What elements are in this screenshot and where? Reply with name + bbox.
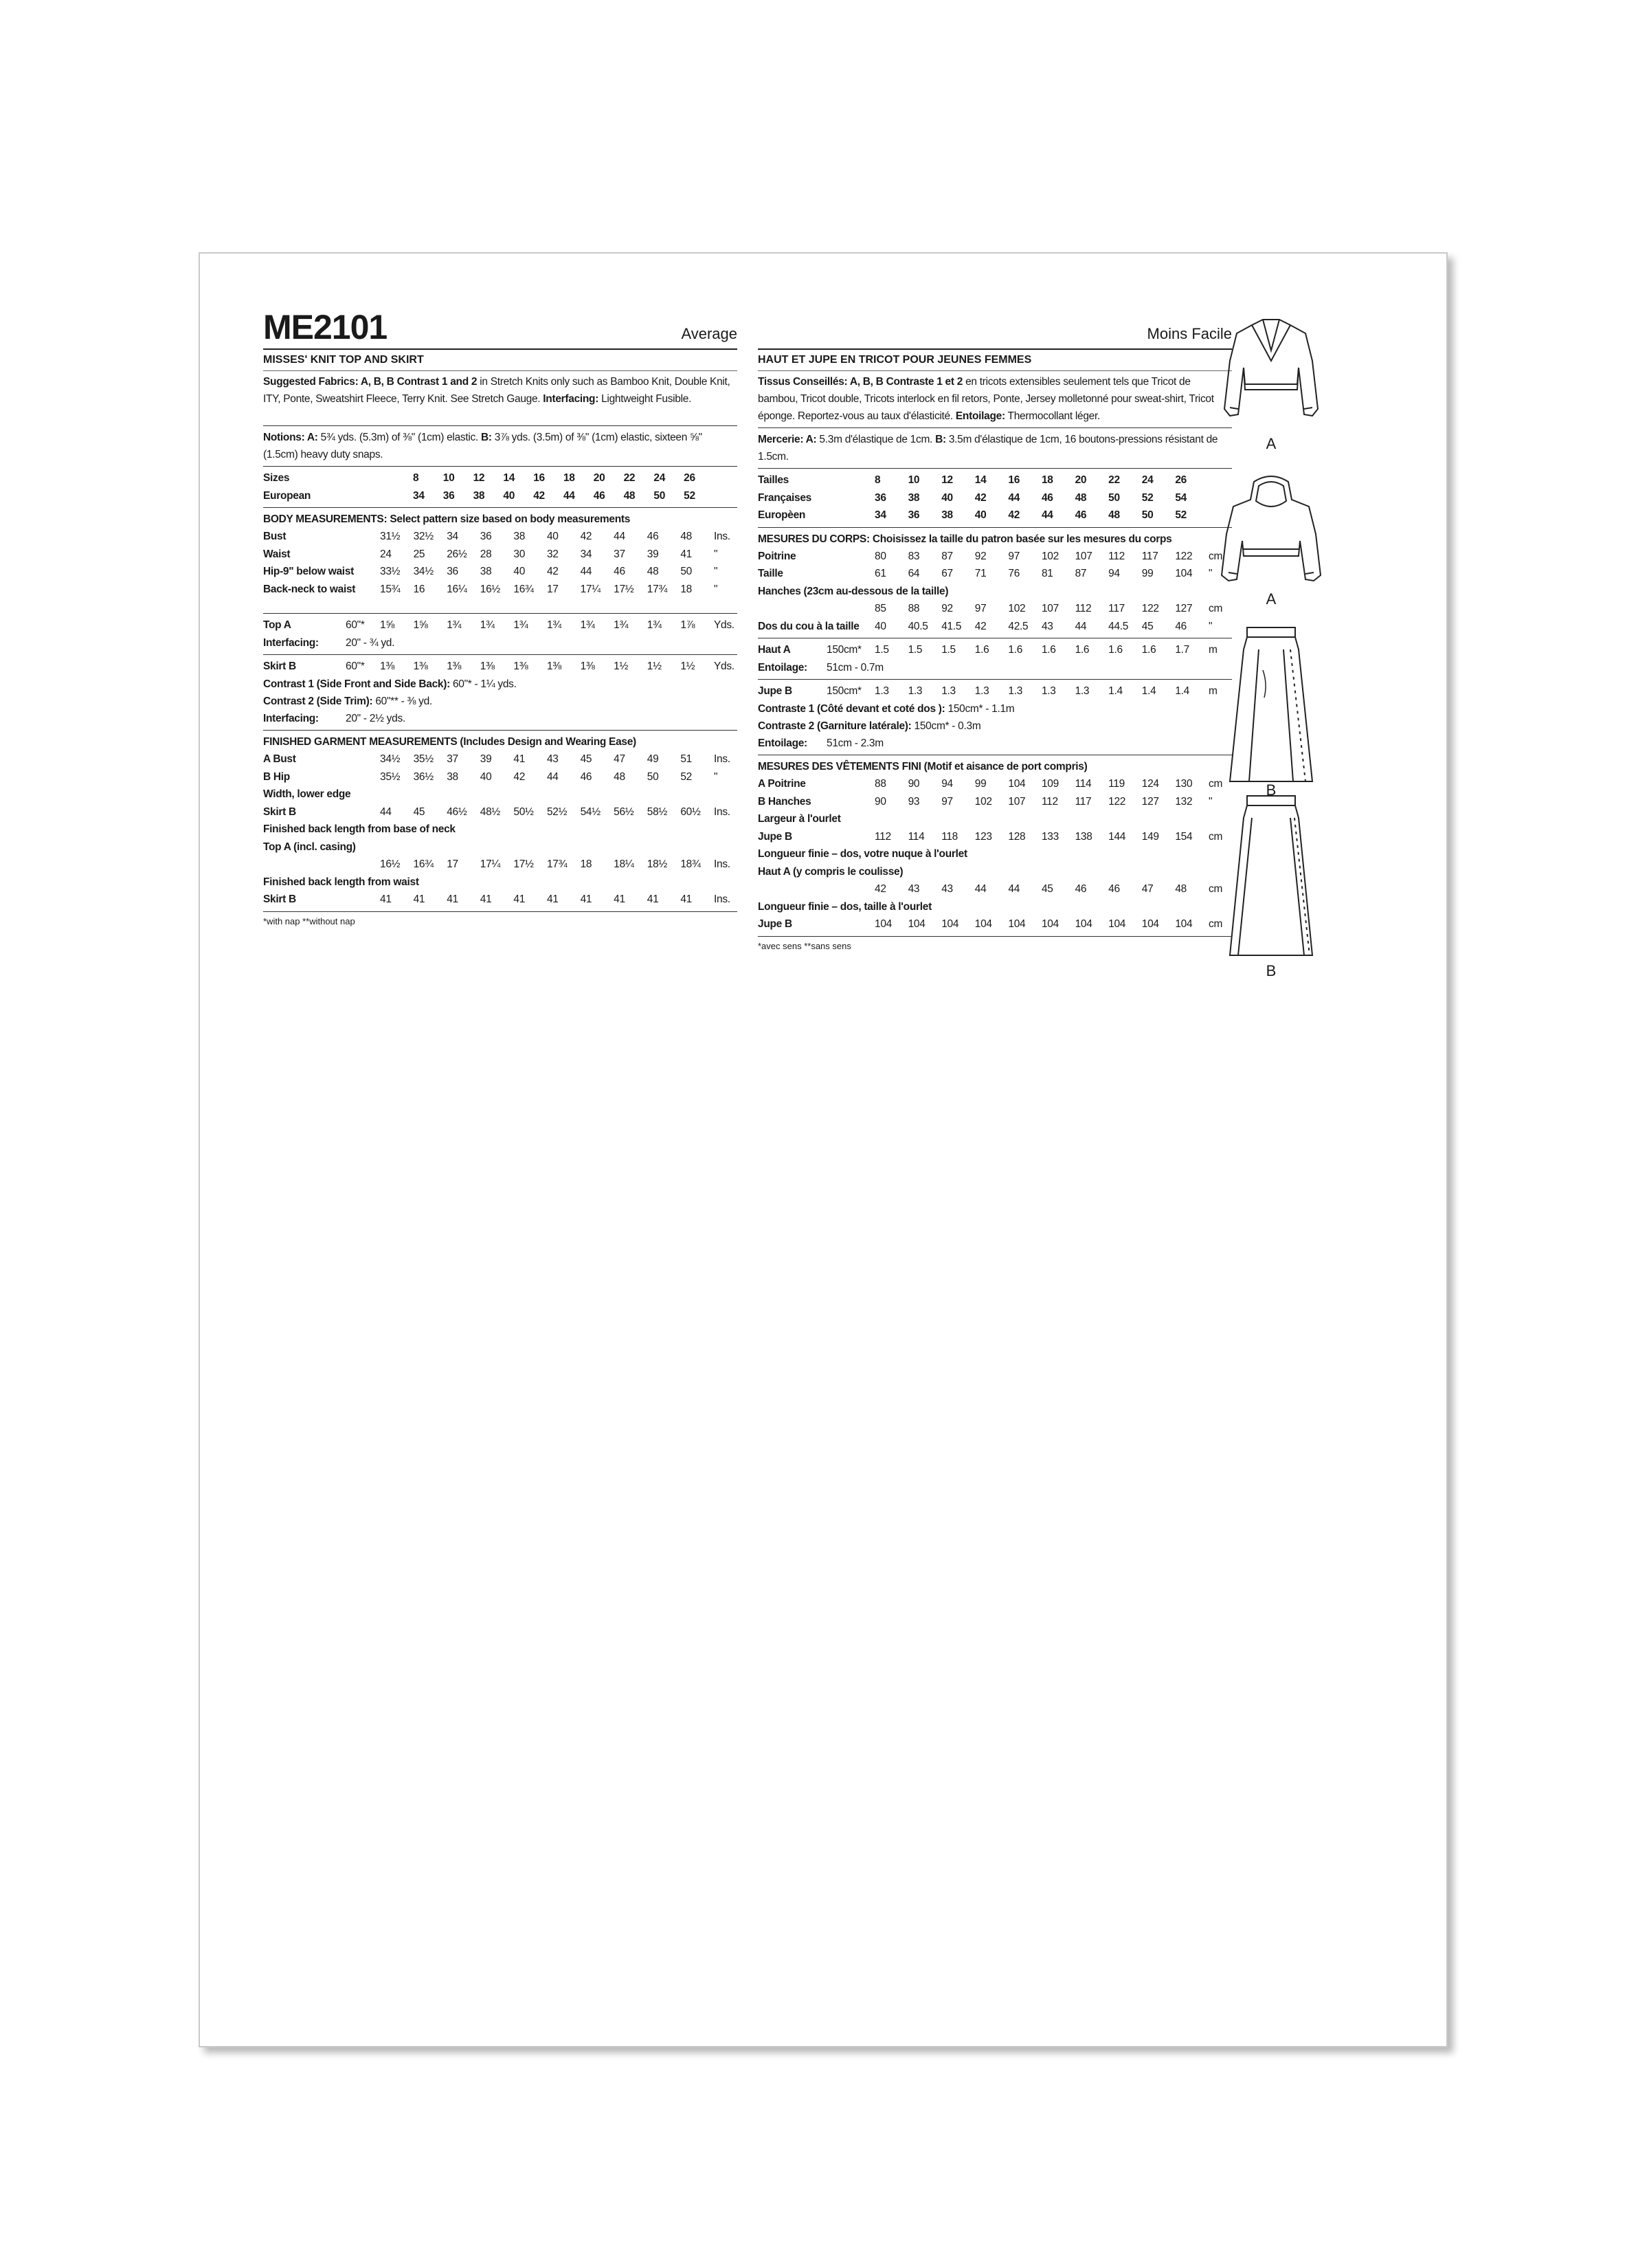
english-header: [263, 309, 737, 344]
contrast-1-yardage: Contrast 1 (Side Front and Side Back): 60"* - 1¼ yds.: [263, 678, 517, 690]
body-measurements-heading-fr: MESURES DU CORPS: Choisissez la taille du patron basée sur les mesures du corps: [758, 533, 1172, 545]
sizes-row-fr: Tailles 8 10 12 14 16 18 20 22 24 26: [758, 474, 1187, 486]
table-row: Top A 60"* 1⅝ 1⅝ 1¾ 1¾ 1¾ 1¾ 1¾ 1¾ 1¾ 1⅞ Yds.: [263, 619, 734, 631]
jupe-b-entoilage-table: [758, 735, 1232, 753]
notions: [263, 429, 737, 463]
table-row: Largeur à l'ourlet: [758, 813, 841, 825]
european-sizes-row-fr: Europèen 34 36 38 40 42 44 46 48 50 52: [758, 509, 1187, 521]
divider: [263, 654, 737, 655]
yardage-haut-a-table: [758, 641, 1232, 676]
table-row: Finished back length from waist: [263, 876, 419, 888]
table-row: Interfacing: 20" - ¾ yd.: [263, 636, 395, 649]
table-row: Width, lower edge: [263, 788, 351, 800]
table-row: Longueur finie – dos, votre nuque à l'ourlet: [758, 848, 967, 860]
divider: [758, 936, 1232, 937]
table-row: Top A (incl. casing): [263, 841, 356, 853]
divider: [758, 348, 1232, 350]
divider: [263, 507, 737, 508]
french-sizes-row: Françaises 36 38 40 42 44 46 48 50 52 54: [758, 491, 1187, 504]
garment-title: MISSES' KNIT TOP AND SKIRT: [263, 354, 424, 366]
divider: [758, 427, 1232, 428]
body-measurements-heading: BODY MEASUREMENTS: Select pattern size based on body measurements: [263, 513, 631, 525]
table-row: Jupe B 112 114 118 123 128 133 138 144 149 154 cm: [758, 830, 1223, 843]
yardage-top-a-table: [263, 616, 737, 652]
nap-footnote-fr: *avec sens **sans sens: [758, 940, 851, 951]
interfacing-label: Interfacing:: [543, 393, 599, 405]
divider: [263, 348, 737, 350]
finished-measurements-heading-fr: MESURES DES VÊTEMENTS FINI (Motif et aisance de port compris): [758, 761, 1088, 772]
difficulty-level: Average: [681, 325, 737, 342]
view-b-back-label: B: [1266, 962, 1277, 979]
table-row: Skirt B 60"* 1⅜ 1⅜ 1⅜ 1⅜ 1⅜ 1⅜ 1⅜ 1½ 1½ 1½ Yds.: [263, 660, 734, 672]
table-row: Longueur finie – dos, taille à l'ourlet: [758, 900, 932, 913]
yardage-skirt-b-table: [263, 658, 737, 676]
yardage-jupe-b-table: [758, 682, 1232, 700]
finished-measurements-table-fr: [758, 775, 1232, 933]
divider: [758, 370, 1232, 371]
table-row: Waist 24 25 26½ 28 30 32 34 37 39 41 ": [263, 548, 718, 560]
english-column: [263, 309, 737, 926]
finished-measurements-heading: FINISHED GARMENT MEASUREMENTS (Includes Design and Wearing Ease): [263, 736, 636, 748]
table-row: Skirt B 41 41 41 41 41 41 41 41 41 41 Ins.: [263, 893, 730, 905]
divider: [758, 679, 1232, 680]
size-table-fr: [758, 471, 1232, 524]
divider: [758, 468, 1232, 469]
table-row: Back-neck to waist 15¾ 16 16¼ 16½ 16¾ 17 17¼ 17½ 17¾ 18 ": [263, 583, 718, 595]
table-row: 42 43 43 44 44 45 46 46 47 48 cm: [875, 883, 1223, 895]
table-row: Entoilage: 51cm - 0.7m: [758, 661, 884, 674]
table-row: Haut A 150cm* 1.5 1.5 1.5 1.6 1.6 1.6 1.6 1.6 1.6 1.7 m: [758, 644, 1218, 656]
divider: [263, 466, 737, 467]
size-table: [263, 469, 737, 504]
fabrics-text: in Stretch Knits only such as Bamboo Knit, Double Knit, ITY, Ponte, Sweatshirt Fleece, Terry Knit. See Stretch Gauge.: [263, 376, 730, 405]
wrap-top-front-icon: [1209, 313, 1333, 457]
table-row: Haut A (y compris le coulisse): [758, 865, 904, 878]
contrast-2-yardage: Contrast 2 (Side Trim): 60"** - ⅜ yd.: [263, 695, 432, 707]
table-row: B Hip 35½ 36½ 38 40 42 44 46 48 50 52 ": [263, 770, 718, 783]
table-row: A Bust 34½ 35½ 37 39 41 43 45 47 49 51 Ins.: [263, 753, 730, 765]
view-b-label: B: [1266, 781, 1277, 799]
table-row: Dos du cou à la taille 40 40.5 41.5 42 42.5 43 44 44.5 45 46 ": [758, 620, 1213, 632]
divider: [263, 425, 737, 426]
hooded-top-back-icon: [1209, 472, 1333, 610]
sizes-row: Sizes 8 10 12 14 16 18 20 22 24 26: [263, 472, 695, 484]
divider: [263, 370, 737, 371]
view-a-label: A: [1266, 435, 1277, 452]
divider: [263, 911, 737, 912]
body-measurements-table-fr: [758, 548, 1232, 636]
table-row: A Poitrine 88 90 94 99 104 109 114 119 124 130 cm: [758, 778, 1223, 790]
table-row: Jupe B 104 104 104 104 104 104 104 104 104 104 cm: [758, 918, 1223, 930]
pattern-number: ME2101: [263, 308, 388, 346]
table-row: Taille 61 64 67 71 76 81 87 94 99 104 ": [758, 568, 1213, 579]
table-row: 16½ 16¾ 17 17¼ 17½ 17¾ 18 18¼ 18½ 18¾ Ins.: [380, 858, 730, 870]
nap-footnote: *with nap **without nap: [263, 915, 355, 926]
notions-fr: Mercerie: A: 5.3m d'élastique de 1cm. B: 3.5m d'élastique de 1cm, 16 boutons-pressions résistant de 1.5cm.: [758, 434, 1218, 463]
divider: [263, 730, 737, 731]
view-a-back-label: A: [1266, 590, 1277, 608]
table-row: Hip-9" below waist 33½ 34½ 36 38 40 42 44 46 48 50 ": [263, 566, 718, 577]
table-row: Entoilage: 51cm - 2.3m: [758, 737, 884, 749]
table-row: Skirt B 44 45 46½ 48½ 50½ 52½ 54½ 56½ 58½ 60½ Ins.: [263, 805, 730, 818]
garment-title-fr: HAUT ET JUPE EN TRICOT POUR JEUNES FEMMES: [758, 354, 1032, 366]
interfacing-text: Lightweight Fusible.: [598, 393, 692, 405]
skirt-front-icon: [1209, 622, 1333, 801]
skirt-b-interfacing-table: [263, 710, 737, 728]
body-measurements-table: [263, 528, 737, 598]
suggested-fabrics-fr: Tissus Conseillés: A, B, B Contraste 1 et 2 en tricots extensibles seulement tels que Tricot de bambou, Tricot double, Tricots interlock en fil retors, Ponte, Jersey molletonné pour sweat-shirt, Tricot éponge. Reportez-vous au taux d'élasticité. Entoilage: Thermocollant léger.: [758, 376, 1214, 422]
table-row: B Hanches 90 93 97 102 107 112 117 122 127 132 ": [758, 795, 1213, 808]
suggested-fabrics: [263, 373, 737, 408]
table-row: Finished back length from base of neck: [263, 823, 456, 835]
notions-text-b: 3⅞ yds. (3.5m) of ⅜" (1cm) elastic, sixteen ⅝" (1.5cm) heavy duty snaps.: [263, 432, 702, 460]
difficulty-level-fr: Moins Facile: [1147, 325, 1232, 342]
table-row: Poitrine 80 83 87 92 97 102 107 112 117 122 cm: [758, 550, 1223, 562]
table-row: Hanches (23cm au-dessous de la taille): [758, 585, 949, 597]
table-row: 85 88 92 97 102 107 112 117 122 127 cm: [875, 603, 1223, 614]
table-row: Jupe B 150cm* 1.3 1.3 1.3 1.3 1.3 1.3 1.3 1.4 1.4 1.4 m: [758, 685, 1218, 697]
european-sizes-row: European 34 36 38 40 42 44 46 48 50 52: [263, 489, 695, 502]
divider: [263, 613, 737, 614]
contraste-1-yardage: Contraste 1 (Côté devant et coté dos ): 150cm* - 1.1m: [758, 702, 1015, 715]
table-row: Bust 31½ 32½ 34 36 38 40 42 44 46 48 Ins.: [263, 531, 730, 542]
notions-label-b: B:: [480, 432, 492, 443]
french-header: [758, 309, 1232, 344]
skirt-back-icon: [1209, 790, 1333, 983]
french-column: [758, 309, 1232, 951]
notions-text-a: 5¾ yds. (5.3m) of ⅜" (1cm) elastic.: [317, 432, 481, 443]
contraste-2-yardage: Contraste 2 (Garniture latérale): 150cm* - 0.3m: [758, 720, 981, 732]
table-row: Interfacing: 20" - 2½ yds.: [263, 712, 405, 724]
divider: [758, 527, 1232, 528]
fabrics-label: Suggested Fabrics: A, B, B Contrast 1 and 2: [263, 376, 478, 388]
finished-measurements-table: [263, 751, 737, 909]
notions-label: Notions: A:: [263, 432, 318, 443]
